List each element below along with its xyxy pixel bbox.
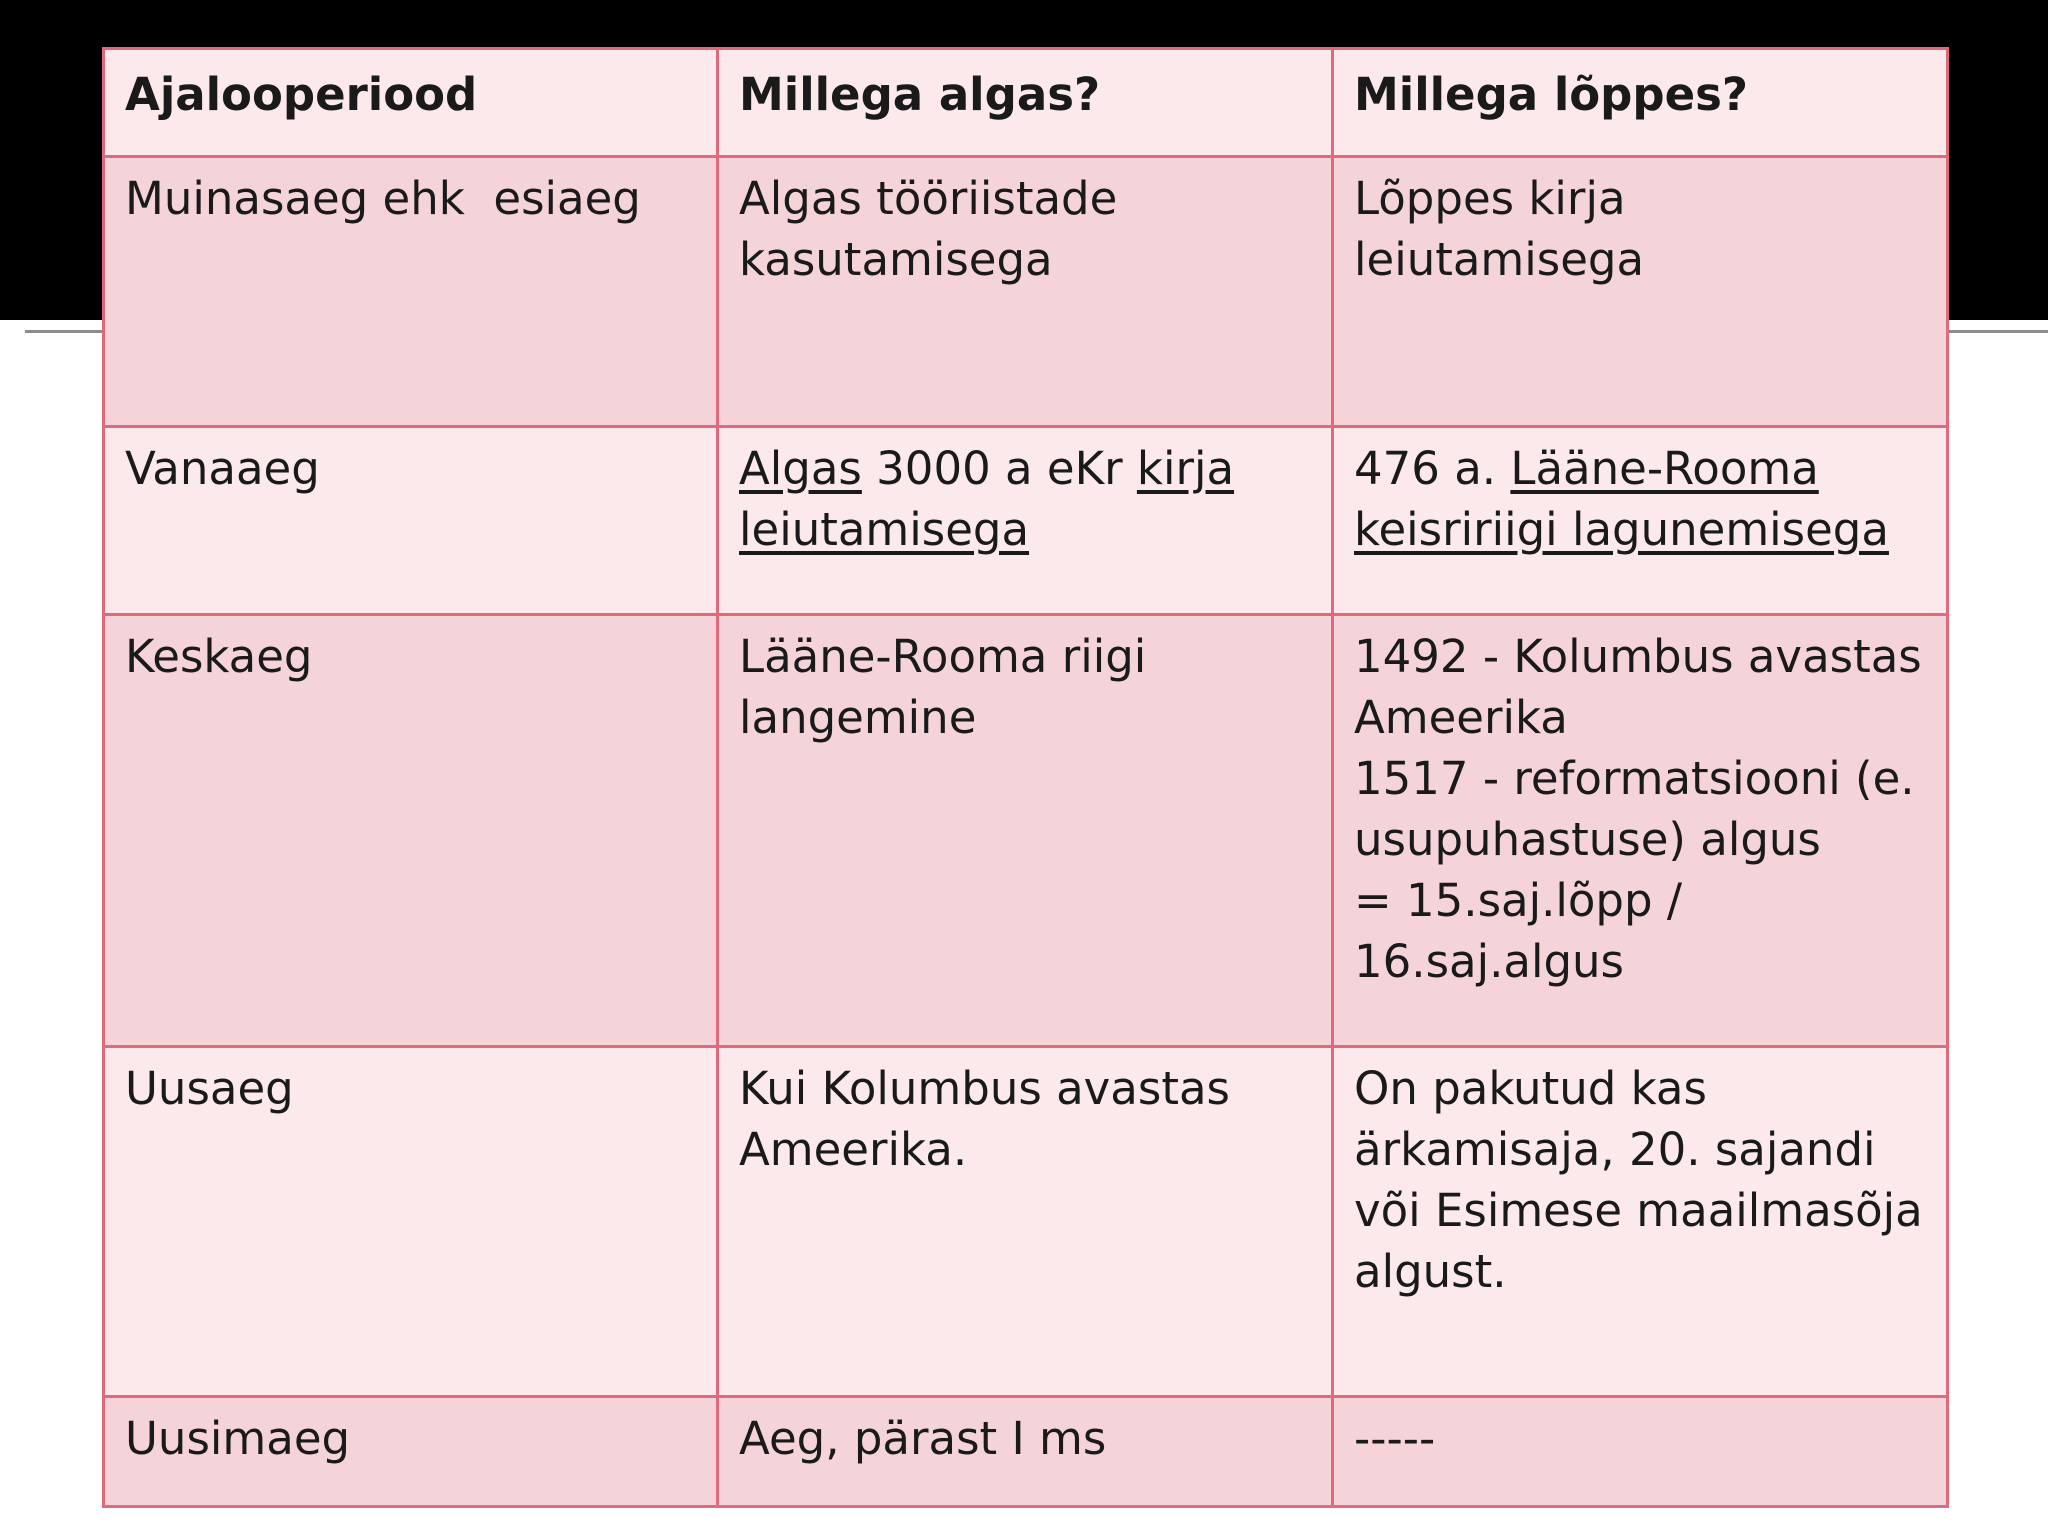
header-period: Ajalooperiood — [104, 49, 718, 157]
cell-line: 1517 - reformatsiooni (e. usupuhastuse) algus — [1354, 752, 1915, 866]
cell-start: Algas tööriistade kasutamisega — [718, 157, 1333, 427]
cell-line: 1492 - Kolumbus avastas Ameerika — [1354, 630, 1922, 744]
cell-period: Uusimaeg — [104, 1397, 718, 1507]
table-row — [104, 157, 1948, 427]
table-header-row — [104, 49, 1948, 157]
underlined-text: Algas — [739, 442, 862, 495]
table-row — [104, 1047, 1948, 1397]
cell-line: = 15.saj.lõpp / 16.saj.algus — [1354, 874, 1683, 988]
cell-end — [1333, 615, 1948, 1047]
cell-end: On pakutud kas ärkamisaja, 20. sajandi või Esimese maailmasõja algust. — [1333, 1047, 1948, 1397]
history-periods-table — [102, 47, 1949, 1508]
header-end: Millega lõppes? — [1333, 49, 1948, 157]
cell-end: Lõppes kirja leiutamisega — [1333, 157, 1948, 427]
cell-start — [718, 427, 1333, 615]
divider-line-left — [25, 330, 105, 333]
cell-start: Lääne-Rooma riigi langemine — [718, 615, 1333, 1047]
table-row — [104, 1397, 1948, 1507]
cell-text: 476 a. — [1354, 442, 1511, 495]
cell-end: ----- — [1333, 1397, 1948, 1507]
underlined-text: kirja leiutamisega — [739, 442, 1235, 556]
cell-period: Muinasaeg ehk esiaeg — [104, 157, 718, 427]
underlined-text: Lääne-Rooma keisririigi lagunemisega — [1354, 442, 1889, 556]
divider-line-right — [1945, 330, 2048, 333]
table-row — [104, 615, 1948, 1047]
cell-start: Aeg, pärast I ms — [718, 1397, 1333, 1507]
cell-start: Kui Kolumbus avastas Ameerika. — [718, 1047, 1333, 1397]
cell-period: Uusaeg — [104, 1047, 718, 1397]
cell-period: Keskaeg — [104, 615, 718, 1047]
table-row — [104, 427, 1948, 615]
cell-end — [1333, 427, 1948, 615]
header-start: Millega algas? — [718, 49, 1333, 157]
cell-text: 3000 a eKr — [861, 442, 1137, 495]
cell-period: Vanaaeg — [104, 427, 718, 615]
